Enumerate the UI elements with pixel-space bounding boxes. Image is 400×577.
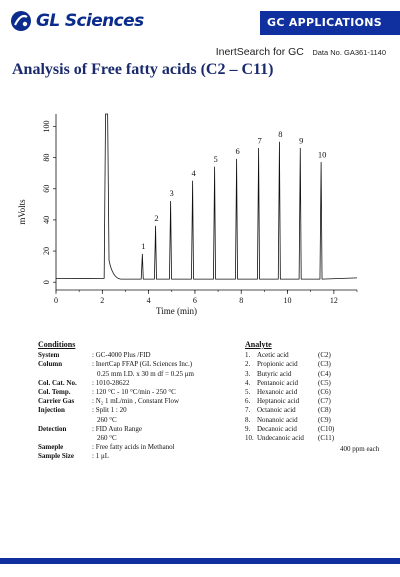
analyte-name: Decanoic acid [257,424,297,433]
analyte-name: Hexanoic acid [257,388,298,397]
condition-row [38,406,194,415]
x-tick-label: 0 [54,296,58,305]
analyte-name: Propionic acid [257,360,298,369]
analyte-row [245,388,348,397]
analyte-row [245,370,348,379]
y-tick-label: 80 [41,153,51,162]
analyte-name: Pentanoic acid [257,378,299,387]
condition-value: : FID Auto Range [92,424,142,433]
condition-row [38,434,194,443]
condition-key: System [38,351,60,360]
brand-logo [10,10,144,32]
x-tick-label: 10 [283,296,292,305]
analyte-section [245,340,348,443]
analyte-code: (C11) [318,434,335,443]
analyte-row [245,379,348,388]
analyte-name: Heptanoic acid [257,397,300,406]
analyte-code: (C10) [318,424,335,433]
condition-key: Col. Cat. No. [38,378,77,387]
analyte-number: 1. [245,351,251,360]
peak-label: 10 [317,149,327,160]
x-tick-label: 8 [239,296,244,305]
analyte-row [245,397,348,406]
condition-row [38,379,194,388]
condition-value: : Split 1 : 20 [92,406,127,415]
condition-row [38,416,194,425]
condition-key [38,434,92,443]
y-axis-label: mVolts [17,199,27,225]
condition-value: : 120 °C - 10 °C/min - 250 °C [92,388,176,397]
peak-label: 1 [141,241,146,252]
condition-row [38,360,194,369]
y-tick-label: 100 [41,120,51,133]
chromatogram-trace [56,114,357,279]
data-number: Data No. GA361-1140 [312,48,386,57]
analyte-number: 9. [245,424,251,433]
logo-mark-icon [10,10,32,32]
analyte-row [245,351,348,360]
peak-label: 9 [299,135,304,146]
condition-row [38,370,194,379]
y-tick-label: 0 [41,280,51,285]
condition-key: Detection [38,424,67,433]
x-tick-label: 12 [329,296,338,305]
x-tick-label: 4 [146,296,151,305]
peak-label: 5 [213,153,218,164]
condition-row [38,443,194,452]
analyte-code: (C6) [318,388,331,397]
condition-key: Column [38,360,63,369]
peak-label: 7 [257,135,262,146]
x-tick-label: 2 [100,296,105,305]
condition-value: : InertCap FFAP (GL Sciences Inc.) [92,360,193,369]
applications-banner: GC APPLICATIONS [260,11,400,35]
conditions-title: Conditions [38,340,76,349]
analyte-code: (C5) [318,378,331,387]
analyte-number: 2. [245,360,251,369]
x-tick-label: 6 [192,296,197,305]
condition-key [38,416,92,425]
analyte-code: (C3) [318,360,331,369]
logo-text: GL Sciences [36,11,144,31]
chromatogram-chart [0,100,400,330]
analyte-number: 10. [245,434,254,443]
peak-label: 6 [235,146,240,157]
analyte-name: Acetic acid [257,351,289,360]
concentration-note: 400 ppm each [340,445,380,453]
analyte-name: Nonanoic acid [257,415,298,424]
x-axis-label: Time (min) [156,306,197,316]
analyte-code: (C9) [318,415,331,424]
condition-key: Carrier Gas [38,397,75,406]
condition-row [38,452,194,461]
condition-key: Sample Size [38,452,74,461]
analyte-code: (C4) [318,369,331,378]
condition-key: Col. Temp. [38,388,71,397]
analyte-row [245,434,348,443]
analyte-row [245,406,348,415]
peak-label: 2 [154,213,159,224]
analyte-number: 6. [245,397,251,406]
analyte-code: (C7) [318,397,331,406]
condition-key: Injection [38,406,65,415]
analyte-name: Butyric acid [257,369,292,378]
peak-label: 8 [278,129,283,140]
condition-value: 260 °C [97,415,117,424]
analyte-code: (C8) [318,406,331,415]
condition-key: Sameple [38,443,64,452]
condition-value: : Free fatty acids in Methanol [92,443,175,452]
condition-row [38,425,194,434]
condition-key [38,370,92,379]
peak-label: 4 [191,167,196,178]
product-name: InertSearch for GC [215,46,304,58]
analyte-number: 7. [245,406,251,415]
condition-row [38,388,194,397]
condition-value: : N₂ 1 mL/min , Constant Flow [92,397,180,406]
condition-value: 260 °C [97,434,117,443]
analyte-row [245,416,348,425]
condition-value: : 1 μL [92,452,109,461]
condition-value: 0.25 mm I.D. x 30 m df = 0.25 μm [97,369,194,378]
y-tick-label: 60 [41,184,51,193]
analyte-number: 8. [245,415,251,424]
peak-label: 3 [169,188,174,199]
conditions-section [38,340,194,462]
condition-value: : GC-4000 Plus /FID [92,351,151,360]
analyte-name: Octanoic acid [257,406,296,415]
condition-row [38,397,194,406]
subheader [216,42,386,60]
analyte-number: 4. [245,378,251,387]
condition-value: : 1010-28622 [92,378,130,387]
analyte-title: Analyte [245,340,272,349]
analyte-code: (C2) [318,351,331,360]
analyte-number: 5. [245,388,251,397]
page-title: Analysis of Free fatty acids (C2 – C11) [12,61,274,78]
y-tick-label: 40 [41,215,51,224]
analyte-number: 3. [245,369,251,378]
y-tick-label: 20 [41,247,51,256]
analyte-row [245,425,348,434]
analyte-row [245,360,348,369]
header [0,0,400,40]
analyte-name: Undecanoic acid [257,434,304,443]
footer-bar [0,558,400,564]
condition-row [38,351,194,360]
